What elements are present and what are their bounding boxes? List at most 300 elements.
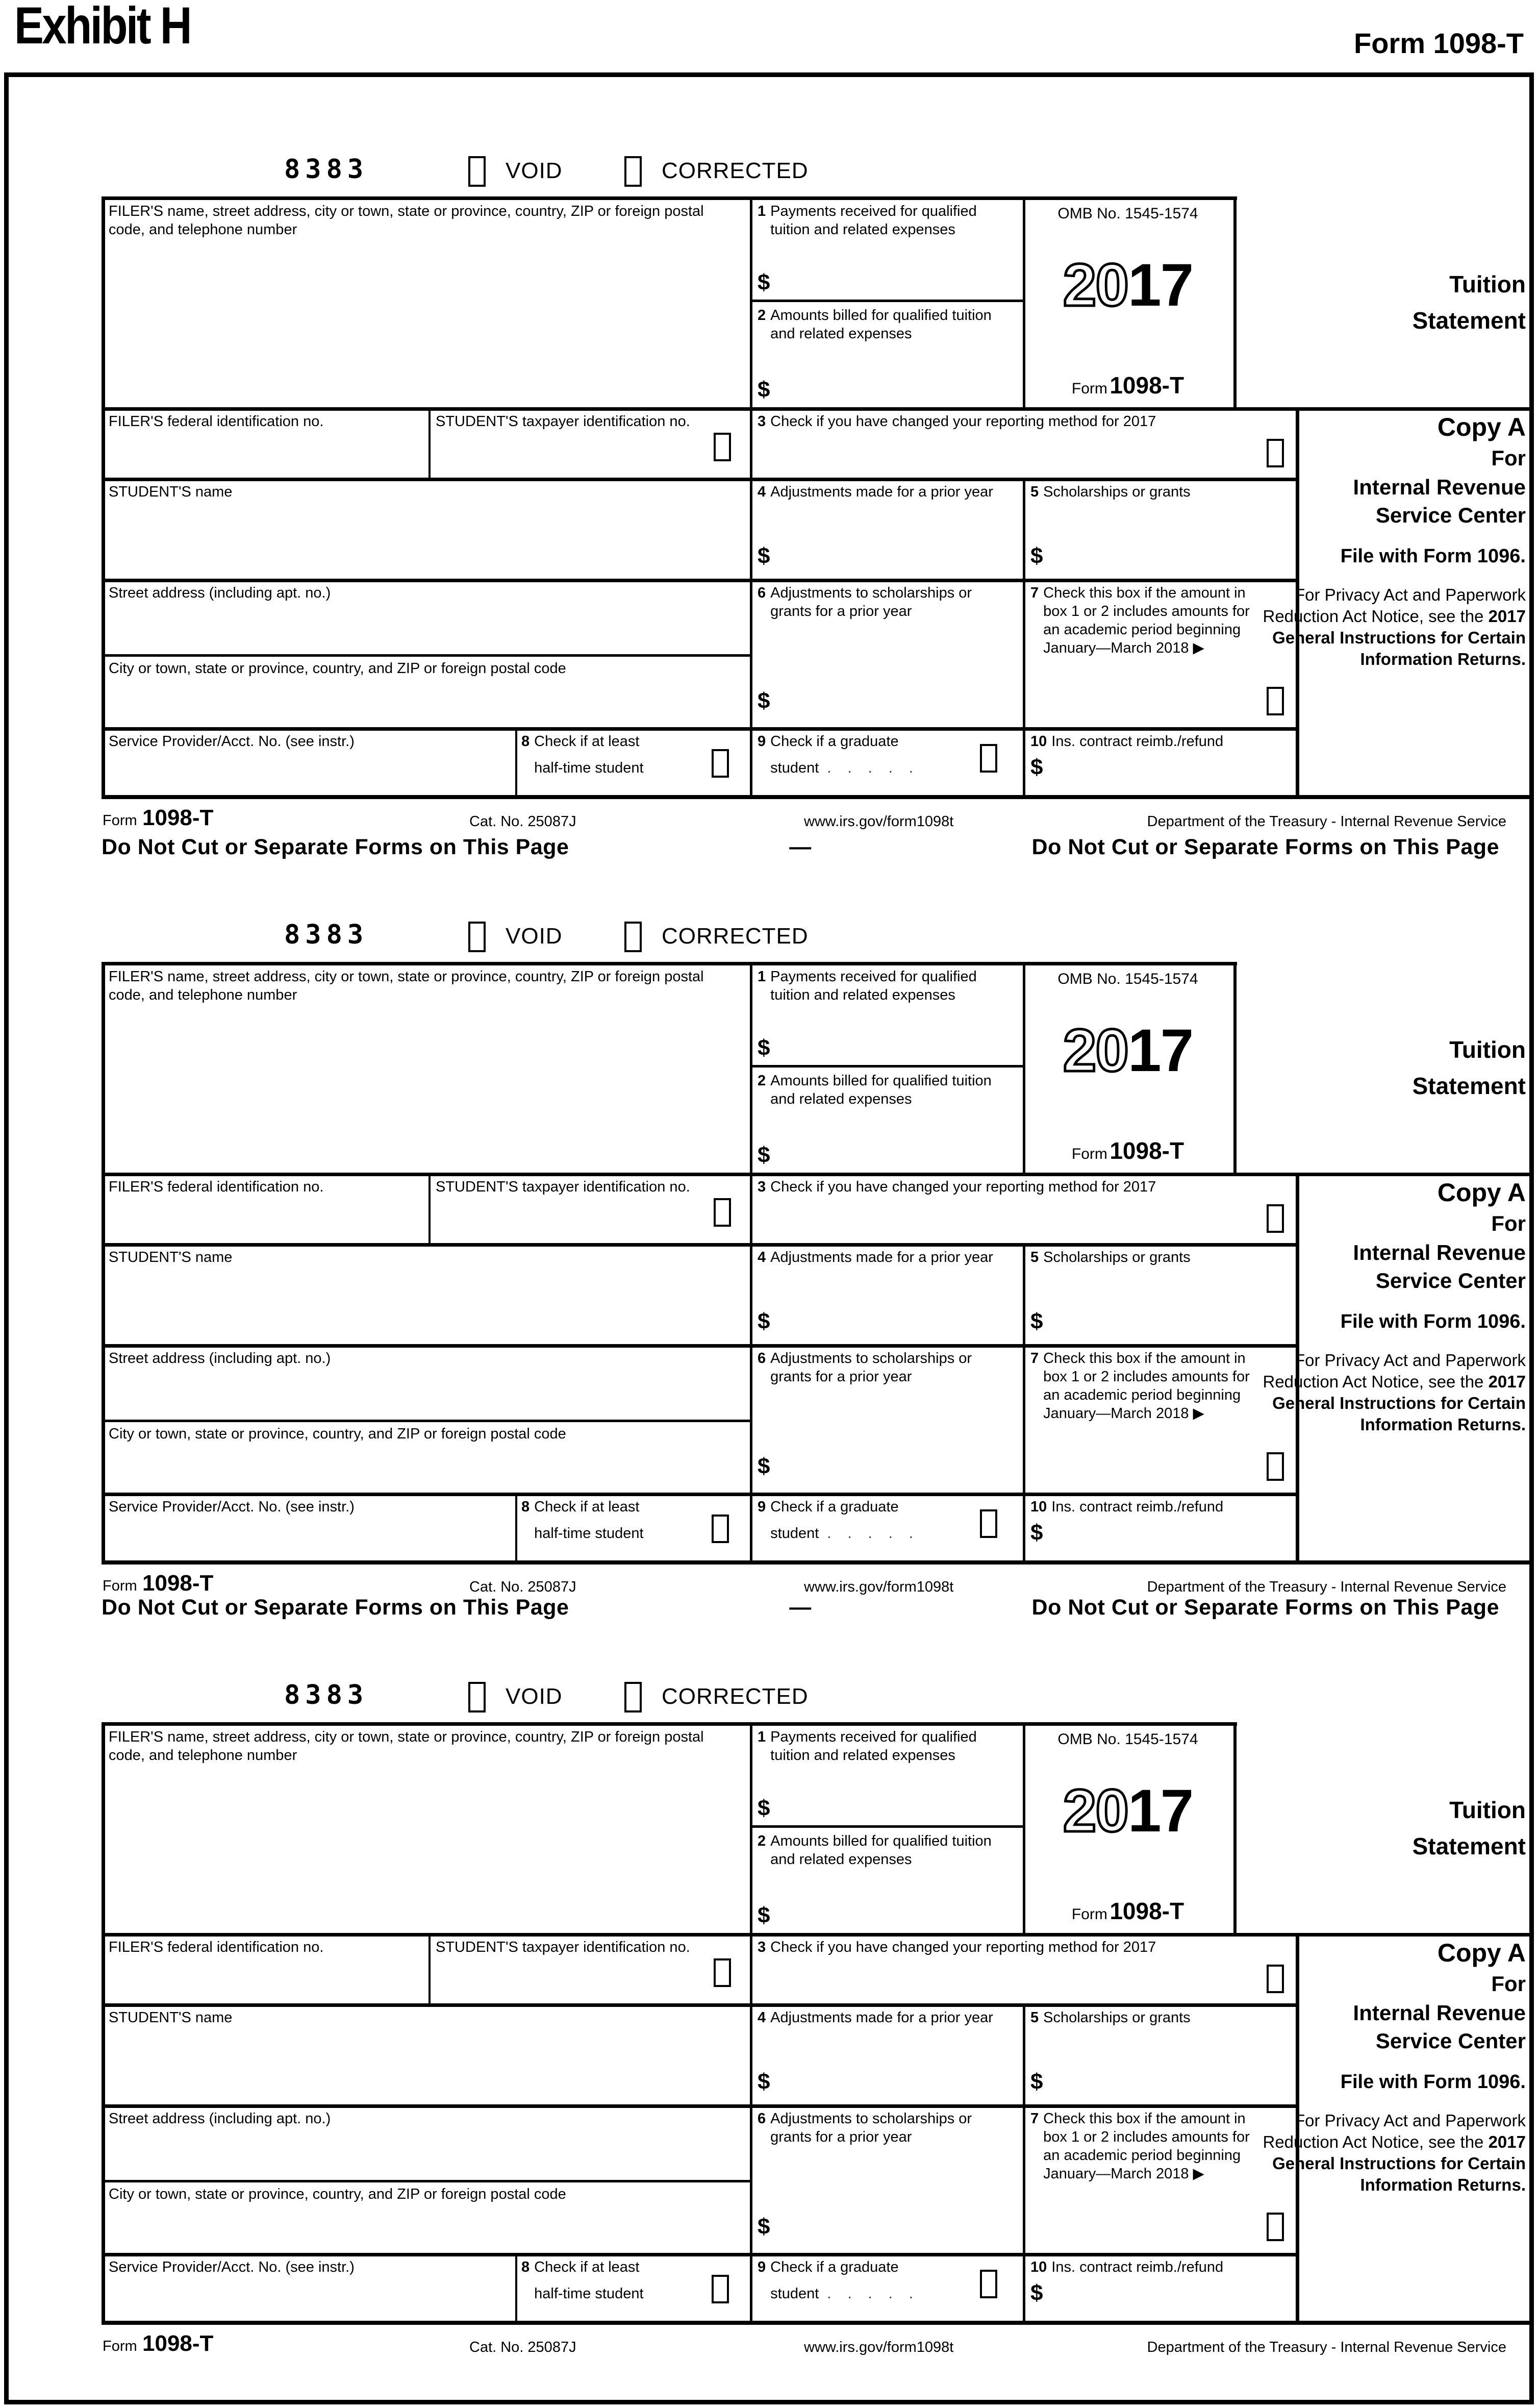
box4-number: 4: [758, 2009, 766, 2026]
box7-text: Check this box if the amount in box 1 or 2 includes amounts for an academic period beginning January—March 2018: [1043, 1350, 1250, 1422]
table-top-border: [102, 962, 1237, 965]
street-city-divider: [102, 654, 752, 657]
box8-checkbox[interactable]: [712, 2275, 729, 2303]
box5-amount-field[interactable]: [1030, 543, 1234, 572]
service-provider-cell[interactable]: Service Provider/Acct. No. (see instr.): [109, 2259, 355, 2275]
table-top-border: [102, 196, 1237, 200]
box3-number: 3: [758, 1179, 766, 1195]
fin-tin-divider: [428, 1173, 431, 1247]
footer-irs-url: www.irs.gov/form1098t: [804, 1579, 954, 1595]
corrected-checkbox[interactable]: [624, 1682, 642, 1712]
footer-cat-no: Cat. No. 25087J: [469, 2339, 576, 2355]
box5-label: [1030, 483, 1270, 501]
box9-dot-leaders: . . . . .: [827, 2286, 919, 2302]
void-checkbox[interactable]: [468, 922, 486, 952]
box3-number: 3: [758, 1939, 766, 1955]
mid-column-divider-lower: [1023, 2003, 1025, 2321]
tax-year: [1026, 1017, 1230, 1084]
filer-info-cell[interactable]: FILER'S name, street address, city or town, state or province, country, ZIP or foreign postal code, and telephone number: [109, 1729, 704, 1764]
corrected-label: CORRECTED: [662, 924, 809, 949]
box8-text-line1: Check if at least: [534, 733, 640, 750]
box1-text: Payments received for qualified tuition and related expenses: [770, 969, 977, 1003]
footer-form-number: 1098-T: [142, 1571, 214, 1596]
footer-form-word: Form: [103, 1578, 137, 1594]
box10-number: 10: [1030, 2259, 1047, 2275]
box8-label: [521, 1498, 705, 1543]
row1-bottom-border: [102, 407, 1533, 411]
form-signature: [1026, 371, 1230, 399]
footer-treasury-dept: Department of the Treasury - Internal Revenue Service: [1147, 813, 1506, 830]
box2-dollar-sign: $: [758, 377, 770, 402]
footer-form-number: 1098-T: [142, 805, 214, 830]
corrected-label: CORRECTED: [662, 1684, 809, 1709]
box8-label: [521, 732, 705, 777]
box10-label: [1030, 2258, 1285, 2276]
box5-amount-field[interactable]: [1030, 2069, 1234, 2097]
do-not-cut-text-left: Do Not Cut or Separate Forms on This Page: [102, 1595, 569, 1620]
copy-a-irs-line2: Service Center: [1375, 1269, 1526, 1293]
box5-dollar-sign: $: [1030, 2069, 1043, 2094]
box9-checkbox[interactable]: [980, 1509, 997, 1538]
box5-label: [1030, 1248, 1270, 1267]
box5-number: 5: [1030, 484, 1039, 500]
footer-form-number: 1098-T: [142, 2331, 214, 2356]
city-state-zip-cell[interactable]: City or town, state or province, country, and ZIP or foreign postal code: [109, 2186, 566, 2202]
box8-text-line1: Check if at least: [534, 2259, 640, 2275]
form-word: Form: [1071, 1906, 1107, 1923]
void-label: VOID: [506, 924, 563, 949]
service-box8-divider: [515, 1493, 517, 1564]
box4-label: [758, 1248, 997, 1267]
box9-text-line1: Check if a graduate: [770, 1499, 899, 1515]
box1-box2-divider: [750, 300, 1023, 302]
box10-label: [1030, 1498, 1285, 1516]
box8-label: [521, 2258, 705, 2303]
privacy-act-plain: For Privacy Act and Paperwork Reduction Act Notice, see the: [1263, 585, 1526, 626]
box6-number: 6: [758, 1350, 766, 1367]
box6-text: Adjustments to scholarships or grants for a prior year: [770, 585, 972, 619]
box8-checkbox[interactable]: [712, 1515, 729, 1543]
box2-label: [758, 1072, 997, 1108]
form-number: 1098-T: [1110, 372, 1184, 399]
footer-cat-no: Cat. No. 25087J: [469, 813, 576, 830]
box2-text: Amounts billed for qualified tuition and related expenses: [770, 1833, 992, 1868]
box1-number: 1: [758, 1729, 766, 1745]
box2-number: 2: [758, 1833, 766, 1849]
copy-a-column: [1233, 411, 1526, 670]
copy-a-for: For: [1491, 446, 1526, 470]
filer-fin-cell[interactable]: FILER'S federal identification no.: [109, 413, 324, 430]
box4-label: [758, 2008, 997, 2027]
form-1098t-copy: [102, 918, 1533, 1602]
box3-label: [758, 1938, 1273, 1956]
box4-text: Adjustments made for a prior year: [770, 484, 993, 500]
box4-text: Adjustments made for a prior year: [770, 1249, 993, 1265]
box4-number: 4: [758, 1249, 766, 1265]
box6-dollar-sign: $: [758, 688, 770, 713]
footer-treasury-dept: Department of the Treasury - Internal Revenue Service: [1147, 2339, 1506, 2355]
table-bottom-border: [102, 795, 1533, 799]
omb-number: OMB No. 1545-1574: [1057, 205, 1198, 222]
tax-year-outline: 20: [1063, 1777, 1128, 1845]
box2-amount-field[interactable]: [758, 1902, 962, 1931]
city-state-zip-cell[interactable]: City or town, state or province, country, and ZIP or foreign postal code: [109, 1426, 566, 1442]
box1-amount-field[interactable]: [758, 1035, 962, 1063]
omb-number: OMB No. 1545-1574: [1057, 971, 1198, 987]
row3-bottom-border: [102, 579, 1299, 582]
do-not-cut-text-right: Do Not Cut or Separate Forms on This Page: [1031, 1595, 1499, 1620]
box1-dollar-sign: $: [758, 1796, 770, 1821]
box10-text: Ins. contract reimb./refund: [1051, 733, 1224, 750]
do-not-cut-text-left: Do Not Cut or Separate Forms on This Page: [102, 835, 569, 859]
corrected-checkbox[interactable]: [624, 922, 642, 952]
copy-a-column: [1233, 1937, 1526, 2196]
box7-text: Check this box if the amount in box 1 or 2 includes amounts for an academic period beginning January—March 2018: [1043, 585, 1250, 656]
filer-info-cell[interactable]: FILER'S name, street address, city or town, state or province, country, ZIP or foreign postal code, and telephone number: [109, 203, 704, 238]
privacy-act-plain: For Privacy Act and Paperwork Reduction Act Notice, see the: [1263, 1351, 1526, 1391]
do-not-cut-dash: —: [789, 1595, 812, 1620]
file-with-form-1096: File with Form 1096.: [1340, 1311, 1526, 1332]
box7-checkbox[interactable]: [1267, 687, 1284, 715]
tax-year-bold: 17: [1128, 1777, 1193, 1845]
box5-number: 5: [1030, 1249, 1039, 1265]
street-address-cell[interactable]: Street address (including apt. no.): [109, 1350, 331, 1367]
box5-text: Scholarships or grants: [1043, 484, 1191, 500]
box7-arrow-icon: ▶: [1193, 2166, 1204, 2182]
box6-label: [758, 2109, 992, 2146]
box4-amount-field[interactable]: [758, 543, 962, 572]
street-address-cell[interactable]: Street address (including apt. no.): [109, 2111, 331, 2127]
box2-text: Amounts billed for qualified tuition and related expenses: [770, 307, 992, 342]
box7-text: Check this box if the amount in box 1 or 2 includes amounts for an academic period beginning January—March 2018: [1043, 2111, 1250, 2182]
privacy-act-bold: 2017 General Instructions for Certain Information Returns.: [1272, 1372, 1526, 1434]
box10-number: 10: [1030, 1499, 1047, 1515]
do-not-cut-separator: [102, 835, 1499, 860]
form-signature: [1026, 1137, 1230, 1164]
box10-amount-field[interactable]: [1030, 754, 1234, 783]
form-word: Form: [1071, 1146, 1107, 1162]
street-city-divider: [102, 2180, 752, 2182]
file-with-form-1096: File with Form 1096.: [1340, 2071, 1526, 2093]
box9-number: 9: [758, 733, 766, 750]
box1-dollar-sign: $: [758, 270, 770, 295]
box1-box2-divider: [750, 1065, 1023, 1068]
row2-bottom-border: [102, 2003, 1299, 2007]
box9-text-line1: Check if a graduate: [770, 2259, 899, 2275]
box8-text-line2: half-time student: [534, 760, 644, 776]
void-checkbox[interactable]: [468, 156, 486, 187]
do-not-cut-text-right: Do Not Cut or Separate Forms on This Page: [1031, 835, 1499, 859]
mid-column-divider-lower: [1023, 478, 1025, 795]
form-print-code: 8383: [284, 920, 369, 950]
box8-text-line2: half-time student: [534, 2286, 644, 2302]
form-title: [1233, 266, 1526, 339]
box1-label: [758, 202, 1013, 239]
corrected-checkbox[interactable]: [624, 156, 642, 187]
box6-text: Adjustments to scholarships or grants for a prior year: [770, 1350, 972, 1385]
footer-irs-url: www.irs.gov/form1098t: [804, 813, 954, 830]
table-top-border: [102, 1722, 1237, 1726]
form-title: [1233, 1792, 1526, 1865]
privacy-act-notice: [1233, 1350, 1526, 1435]
box7-arrow-icon: ▶: [1193, 640, 1204, 656]
box4-number: 4: [758, 484, 766, 500]
box2-dollar-sign: $: [758, 1143, 770, 1168]
tax-year: [1026, 252, 1230, 319]
form-title-line1: Tuition: [1449, 271, 1526, 297]
box3-text: Check if you have changed your reporting method for 2017: [770, 1179, 1156, 1195]
copy-a-irs-line2: Service Center: [1375, 503, 1526, 527]
header-form-label: Form 1098-T: [1354, 27, 1524, 59]
box2-amount-field[interactable]: [758, 377, 962, 405]
copy-a-for: For: [1491, 1211, 1526, 1235]
box7-label: [1030, 584, 1260, 657]
box5-dollar-sign: $: [1030, 1309, 1043, 1334]
box9-dot-leaders: . . . . .: [827, 760, 919, 776]
box1-number: 1: [758, 203, 766, 219]
service-box8-divider: [515, 2253, 517, 2324]
street-city-divider: [102, 1420, 752, 1422]
left-block-right-border: [750, 1722, 752, 2321]
row5-bottom-border: [102, 2253, 1299, 2256]
box6-label: [758, 584, 992, 620]
box9-text-line1: Check if a graduate: [770, 733, 899, 750]
box10-dollar-sign: $: [1030, 755, 1043, 780]
mid-column-divider-upper: [1023, 196, 1025, 411]
box4-label: [758, 483, 997, 501]
file-with-form-1096: File with Form 1096.: [1340, 545, 1526, 567]
box4-amount-field[interactable]: [758, 1308, 962, 1337]
student-tin-cell[interactable]: STUDENT'S taxpayer identification no.: [436, 413, 690, 430]
form-title-line2: Statement: [1412, 1073, 1526, 1099]
student-name-cell[interactable]: STUDENT'S name: [109, 484, 233, 500]
filer-info-cell[interactable]: FILER'S name, street address, city or town, state or province, country, ZIP or foreign postal code, and telephone number: [109, 969, 704, 1003]
box7-arrow-icon: ▶: [1193, 1405, 1204, 1422]
box9-text-line2: student: [770, 1525, 819, 1542]
left-block-right-border: [750, 962, 752, 1560]
row3-bottom-border: [102, 2104, 1299, 2108]
student-tin-checkbox[interactable]: [714, 1198, 731, 1227]
row2-bottom-border: [102, 478, 1299, 481]
footer-form-word: Form: [103, 2338, 137, 2354]
left-block-right-border: [750, 196, 752, 795]
service-provider-cell[interactable]: Service Provider/Acct. No. (see instr.): [109, 1499, 355, 1515]
copy-a-irs-line1: Internal Revenue: [1353, 2001, 1526, 2025]
privacy-act-notice: [1233, 584, 1526, 670]
box7-checkbox[interactable]: [1267, 1452, 1284, 1481]
box10-text: Ins. contract reimb./refund: [1051, 1499, 1224, 1515]
copy-a-title: Copy A: [1437, 413, 1526, 441]
student-tin-cell[interactable]: STUDENT'S taxpayer identification no.: [436, 1939, 690, 1955]
copy-a-for: For: [1491, 1972, 1526, 1996]
form-1098t-copy: [102, 1679, 1533, 2363]
box4-dollar-sign: $: [758, 1309, 770, 1334]
copy-a-column: [1233, 1176, 1526, 1435]
city-state-zip-cell[interactable]: City or town, state or province, country, and ZIP or foreign postal code: [109, 660, 566, 677]
box1-dollar-sign: $: [758, 1035, 770, 1060]
mid-column-divider-upper: [1023, 1722, 1025, 1937]
service-box8-divider: [515, 727, 517, 799]
form-title-line2: Statement: [1412, 1833, 1526, 1859]
box10-amount-field[interactable]: [1030, 1520, 1234, 1548]
box3-label: [758, 412, 1273, 431]
box9-label: [758, 2258, 972, 2303]
box5-number: 5: [1030, 2009, 1039, 2026]
box6-dollar-sign: $: [758, 2214, 770, 2239]
row5-bottom-border: [102, 1493, 1299, 1496]
box9-number: 9: [758, 2259, 766, 2275]
mid-column-divider-upper: [1023, 962, 1025, 1176]
table-left-border: [102, 196, 105, 799]
form-title-line2: Statement: [1412, 307, 1526, 334]
box3-number: 3: [758, 413, 766, 430]
box7-checkbox[interactable]: [1267, 2213, 1284, 2241]
box5-text: Scholarships or grants: [1043, 2009, 1191, 2026]
box4-dollar-sign: $: [758, 543, 770, 568]
mid-column-divider-lower: [1023, 1243, 1025, 1560]
box3-label: [758, 1178, 1273, 1196]
form-word: Form: [1071, 380, 1107, 397]
box1-text: Payments received for qualified tuition and related expenses: [770, 203, 977, 238]
do-not-cut-separator: [102, 1595, 1499, 1620]
privacy-act-bold: 2017 General Instructions for Certain Information Returns.: [1272, 2132, 1526, 2194]
box2-dollar-sign: $: [758, 1903, 770, 1928]
box2-number: 2: [758, 1073, 766, 1089]
box8-number: 8: [521, 733, 530, 750]
row1-bottom-border: [102, 1933, 1533, 1937]
form-title-line1: Tuition: [1449, 1036, 1526, 1063]
box8-checkbox[interactable]: [712, 749, 729, 778]
student-name-cell[interactable]: STUDENT'S name: [109, 1249, 233, 1265]
box2-label: [758, 1832, 997, 1869]
copy-a-irs-line1: Internal Revenue: [1353, 475, 1526, 499]
row5-bottom-border: [102, 727, 1299, 731]
box6-text: Adjustments to scholarships or grants for a prior year: [770, 2111, 972, 2145]
box7-number: 7: [1030, 2111, 1039, 2127]
filer-fin-cell[interactable]: FILER'S federal identification no.: [109, 1179, 324, 1195]
footer-treasury-dept: Department of the Treasury - Internal Revenue Service: [1147, 1579, 1506, 1595]
box4-text: Adjustments made for a prior year: [770, 2009, 993, 2026]
student-tin-checkbox[interactable]: [714, 1958, 731, 1987]
student-tin-cell[interactable]: STUDENT'S taxpayer identification no.: [436, 1179, 690, 1195]
copy-a-title: Copy A: [1437, 1939, 1526, 1967]
fin-tin-divider: [428, 407, 431, 481]
void-checkbox[interactable]: [468, 1682, 486, 1712]
box9-checkbox[interactable]: [980, 744, 997, 773]
box6-amount-field[interactable]: [758, 688, 962, 716]
table-bottom-border: [102, 1560, 1533, 1565]
fin-tin-divider: [428, 1933, 431, 2007]
box8-number: 8: [521, 2259, 530, 2275]
box1-text: Payments received for qualified tuition and related expenses: [770, 1729, 977, 1764]
box6-dollar-sign: $: [758, 1454, 770, 1479]
box5-text: Scholarships or grants: [1043, 1249, 1191, 1265]
form-title: [1233, 1032, 1526, 1104]
box7-label: [1030, 2109, 1260, 2183]
box2-amount-field[interactable]: [758, 1142, 962, 1171]
box10-text: Ins. contract reimb./refund: [1051, 2259, 1224, 2275]
tax-year: [1026, 1777, 1230, 1845]
form-title-line1: Tuition: [1449, 1797, 1526, 1823]
filer-fin-cell[interactable]: FILER'S federal identification no.: [109, 1939, 324, 1955]
box1-number: 1: [758, 969, 766, 985]
form-signature: [1026, 1897, 1230, 1925]
tax-year-outline: 20: [1063, 1017, 1128, 1084]
box1-box2-divider: [750, 1825, 1023, 1828]
box9-text-line2: student: [770, 760, 819, 776]
box2-text: Amounts billed for qualified tuition and related expenses: [770, 1073, 992, 1107]
tax-year-outline: 20: [1063, 252, 1128, 319]
box9-dot-leaders: . . . . .: [827, 1525, 919, 1542]
box10-label: [1030, 732, 1285, 751]
privacy-act-plain: For Privacy Act and Paperwork Reduction Act Notice, see the: [1263, 2111, 1526, 2151]
form-number: 1098-T: [1110, 1137, 1184, 1164]
box10-amount-field[interactable]: [1030, 2280, 1234, 2308]
form-print-code: 8383: [284, 154, 369, 185]
box10-dollar-sign: $: [1030, 2280, 1043, 2305]
copy-a-irs-line1: Internal Revenue: [1353, 1240, 1526, 1264]
box4-amount-field[interactable]: [758, 2069, 962, 2097]
box7-label: [1030, 1349, 1260, 1423]
corrected-label: CORRECTED: [662, 158, 809, 183]
box6-amount-field[interactable]: [758, 1453, 962, 1482]
box5-amount-field[interactable]: [1030, 1308, 1234, 1337]
box4-dollar-sign: $: [758, 2069, 770, 2094]
student-tin-checkbox[interactable]: [714, 433, 731, 461]
omb-number: OMB No. 1545-1574: [1057, 1731, 1198, 1748]
box2-label: [758, 306, 997, 343]
box1-label: [758, 1728, 1013, 1765]
table-left-border: [102, 962, 105, 1565]
box3-text: Check if you have changed your reporting method for 2017: [770, 1939, 1156, 1955]
service-provider-cell[interactable]: Service Provider/Acct. No. (see instr.): [109, 733, 355, 750]
tax-year-bold: 17: [1128, 1017, 1193, 1084]
void-label: VOID: [506, 158, 563, 183]
student-name-cell[interactable]: STUDENT'S name: [109, 2009, 233, 2026]
box9-label: [758, 732, 972, 777]
box10-number: 10: [1030, 733, 1047, 750]
copy-a-title: Copy A: [1437, 1178, 1526, 1207]
table-bottom-border: [102, 2321, 1533, 2325]
street-address-cell[interactable]: Street address (including apt. no.): [109, 585, 331, 601]
box9-label: [758, 1498, 972, 1543]
box10-dollar-sign: $: [1030, 1520, 1043, 1545]
box6-label: [758, 1349, 992, 1386]
do-not-cut-dash: —: [789, 835, 812, 859]
form-number: 1098-T: [1110, 1898, 1184, 1924]
void-label: VOID: [506, 1684, 563, 1709]
footer-irs-url: www.irs.gov/form1098t: [804, 2339, 954, 2355]
box3-text: Check if you have changed your reporting method for 2017: [770, 413, 1156, 430]
box6-amount-field[interactable]: [758, 2214, 962, 2242]
box6-number: 6: [758, 585, 766, 601]
footer-form-word: Form: [103, 812, 137, 829]
privacy-act-notice: [1233, 2110, 1526, 2196]
box9-checkbox[interactable]: [980, 2270, 997, 2298]
box1-amount-field[interactable]: [758, 1795, 962, 1824]
box9-text-line2: student: [770, 2286, 819, 2302]
tax-year-bold: 17: [1128, 252, 1193, 319]
box5-dollar-sign: $: [1030, 543, 1043, 568]
box5-label: [1030, 2008, 1270, 2027]
form-print-code: 8383: [284, 1680, 369, 1710]
box6-number: 6: [758, 2111, 766, 2127]
page-title: Exhibit H: [14, 0, 191, 55]
table-left-border: [102, 1722, 105, 2325]
footer-cat-no: Cat. No. 25087J: [469, 1579, 576, 1595]
row3-bottom-border: [102, 1344, 1299, 1348]
box1-amount-field[interactable]: [758, 269, 962, 298]
